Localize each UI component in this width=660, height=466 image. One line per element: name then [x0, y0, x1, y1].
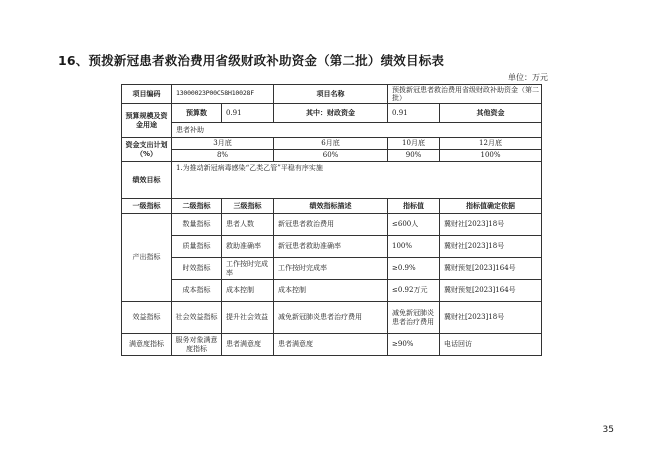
- project-code-label: 项目编码: [122, 85, 172, 104]
- budget-amount: 0.91: [222, 104, 274, 123]
- performance-table: [121, 84, 542, 356]
- goal-text: 1.为推动新冠病毒感染“乙类乙管”平稳有序实施: [172, 162, 542, 199]
- header-level2: 二级指标: [172, 199, 222, 214]
- goal-row: [122, 162, 542, 199]
- level2-cell: 时效指标: [172, 258, 222, 280]
- project-name: 预拨新冠患者救治费用省级财政补助资金（第二批）: [388, 85, 542, 104]
- header-value: 指标值: [388, 199, 440, 214]
- level1-benefit: 效益指标: [122, 302, 172, 334]
- level3-cell: 患者满意度: [222, 334, 274, 356]
- description-cell: 减免新冠肺炎患者治疗费用: [274, 302, 388, 334]
- budget-amount-label: 预算数: [172, 104, 222, 123]
- value-cell: 100%: [388, 236, 440, 258]
- header-description: 绩效指标描述: [274, 199, 388, 214]
- level3-cell: 成本控制: [222, 280, 274, 302]
- plan-month-2: 6月底: [274, 138, 388, 150]
- goal-label: 绩效目标: [122, 162, 172, 199]
- description-cell: 工作按时完成率: [274, 258, 388, 280]
- fund-usage: 患者补助: [172, 123, 542, 138]
- plan-value-3: 90%: [388, 150, 440, 162]
- level1-output: 产出指标: [122, 214, 172, 302]
- unit-label: 单位：万元: [508, 73, 548, 82]
- table-row: [122, 258, 542, 280]
- table-row: [122, 236, 542, 258]
- value-cell: 减免新冠肺炎患者治疗费用: [388, 302, 440, 334]
- plan-label: 资金支出计划（%）: [122, 138, 172, 162]
- table-row: [122, 214, 542, 236]
- basis-cell: 冀财社[2023]18号: [440, 236, 542, 258]
- budget-label: 预算规模及资金用途: [122, 104, 172, 138]
- project-name-label: 项目名称: [274, 85, 388, 104]
- level3-cell: 提升社会效益: [222, 302, 274, 334]
- fiscal-funds: 0.91: [388, 104, 440, 123]
- table-row: [122, 280, 542, 302]
- value-cell: ≥0.9%: [388, 258, 440, 280]
- page-number: 35: [602, 425, 614, 435]
- project-code: 13000023P00C58H10028F: [172, 85, 274, 104]
- basis-cell: 冀财预复[2023]164号: [440, 280, 542, 302]
- description-cell: 成本控制: [274, 280, 388, 302]
- basis-cell: 电话回访: [440, 334, 542, 356]
- level3-cell: 救助准确率: [222, 236, 274, 258]
- plan-months-row: [122, 138, 542, 150]
- plan-value-2: 60%: [274, 150, 388, 162]
- value-cell: ≥90%: [388, 334, 440, 356]
- description-cell: 新冠患者救治费用: [274, 214, 388, 236]
- basis-cell: 冀财预复[2023]164号: [440, 258, 542, 280]
- fiscal-funds-label: 其中：财政资金: [274, 104, 388, 123]
- level3-cell: 患者人数: [222, 214, 274, 236]
- indicator-header-row: [122, 199, 542, 214]
- value-cell: ≤0.92万元: [388, 280, 440, 302]
- plan-value-1: 8%: [172, 150, 274, 162]
- level2-cell: 社会效益指标: [172, 302, 222, 334]
- plan-value-4: 100%: [440, 150, 542, 162]
- level2-cell: 数量指标: [172, 214, 222, 236]
- header-level1: 一级指标: [122, 199, 172, 214]
- description-cell: 患者满意度: [274, 334, 388, 356]
- header-level3: 三级指标: [222, 199, 274, 214]
- other-funds-label: 其他资金: [440, 104, 542, 123]
- description-cell: 新冠患者救助准确率: [274, 236, 388, 258]
- header-basis: 指标值确定依据: [440, 199, 542, 214]
- level1-satisfaction: 满意度指标: [122, 334, 172, 356]
- plan-month-1: 3月底: [172, 138, 274, 150]
- budget-row: [122, 104, 542, 123]
- page-title: 16、预拨新冠患者救治费用省级财政补助资金（第二批）绩效目标表: [58, 53, 445, 68]
- table-row: [122, 302, 542, 334]
- project-row: [122, 85, 542, 104]
- basis-cell: 冀财社[2023]18号: [440, 302, 542, 334]
- value-cell: ≤600人: [388, 214, 440, 236]
- plan-values-row: [122, 150, 542, 162]
- plan-month-4: 12月底: [440, 138, 542, 150]
- usage-row: [122, 123, 542, 138]
- level2-cell: 成本指标: [172, 280, 222, 302]
- level2-cell: 服务对象满意度指标: [172, 334, 222, 356]
- level3-cell: 工作按时完成率: [222, 258, 274, 280]
- plan-month-3: 10月底: [388, 138, 440, 150]
- table-row: [122, 334, 542, 356]
- basis-cell: 冀财社[2023]18号: [440, 214, 542, 236]
- level2-cell: 质量指标: [172, 236, 222, 258]
